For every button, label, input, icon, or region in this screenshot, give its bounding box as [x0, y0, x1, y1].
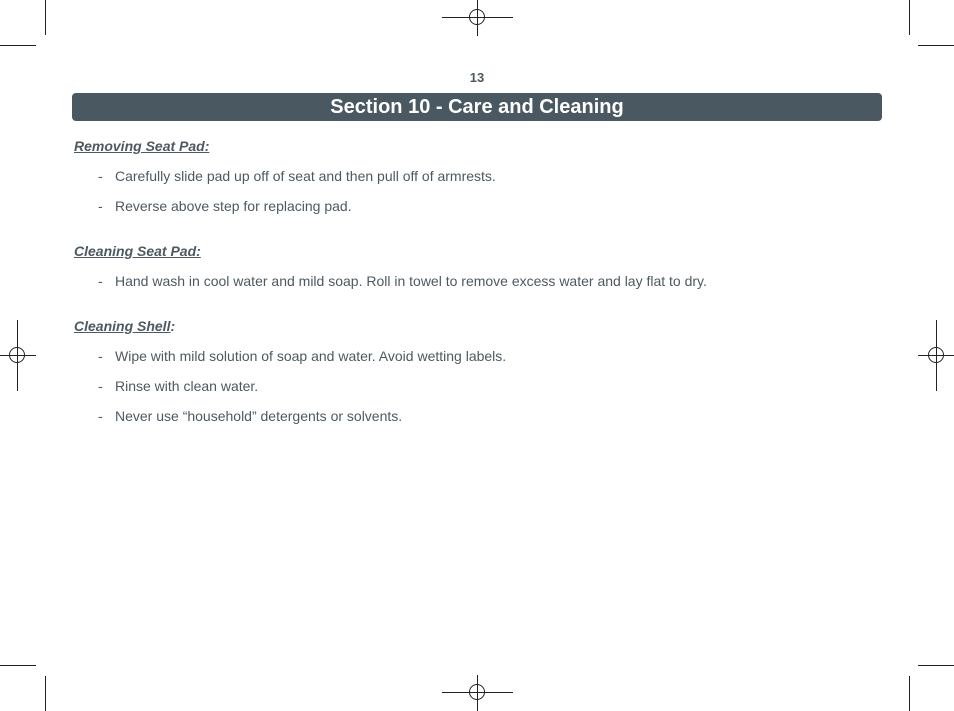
list-item — [74, 168, 496, 198]
registration-circle — [469, 684, 485, 700]
crop-mark — [918, 665, 954, 666]
section-cleaning-seat-pad — [74, 243, 707, 303]
list-item-text: Wipe with mild solution of soap and water. Avoid wetting labels. — [115, 348, 507, 364]
crop-mark — [45, 676, 46, 711]
list-item-text: Never use “household” detergents or solvents. — [115, 408, 403, 424]
list-item — [74, 348, 506, 378]
list-item-text: Hand wash in cool water and mild soap. Roll in towel to remove excess water and lay flat to dry. — [115, 273, 707, 289]
list-item — [74, 408, 506, 438]
crop-mark — [909, 676, 910, 711]
section-removing-seat-pad — [74, 138, 496, 228]
registration-circle — [928, 347, 944, 363]
section-heading — [74, 318, 506, 334]
crop-mark — [0, 665, 36, 666]
list-marker: - — [98, 378, 103, 394]
section-heading — [74, 243, 707, 259]
section-cleaning-shell — [74, 318, 506, 438]
section-heading-text: Removing Seat Pad: — [74, 138, 210, 154]
list-item-text: Rinse with clean water. — [115, 378, 259, 394]
registration-circle — [9, 347, 25, 363]
crop-mark — [0, 45, 36, 46]
registration-circle — [469, 9, 485, 25]
crop-mark — [918, 45, 954, 46]
section-heading-text: Cleaning Shell — [74, 318, 171, 334]
list-marker: - — [98, 198, 103, 214]
list-marker: - — [98, 168, 103, 184]
list-item-text: Carefully slide pad up off of seat and then pull off of armrests. — [115, 168, 496, 184]
page-number: 13 — [469, 70, 485, 85]
list-item — [74, 273, 707, 303]
list-item-text: Reverse above step for replacing pad. — [115, 198, 352, 214]
list-marker: - — [98, 348, 103, 364]
crop-mark — [45, 0, 46, 35]
list-marker: - — [98, 273, 103, 289]
section-title: Section 10 - Care and Cleaning — [72, 93, 882, 121]
list-item — [74, 198, 496, 228]
section-heading-text: Cleaning Seat Pad: — [74, 243, 201, 259]
section-heading — [74, 138, 496, 154]
section-heading-suffix: : — [170, 318, 176, 334]
list-item — [74, 378, 506, 408]
crop-mark — [909, 0, 910, 35]
list-marker: - — [98, 408, 103, 424]
